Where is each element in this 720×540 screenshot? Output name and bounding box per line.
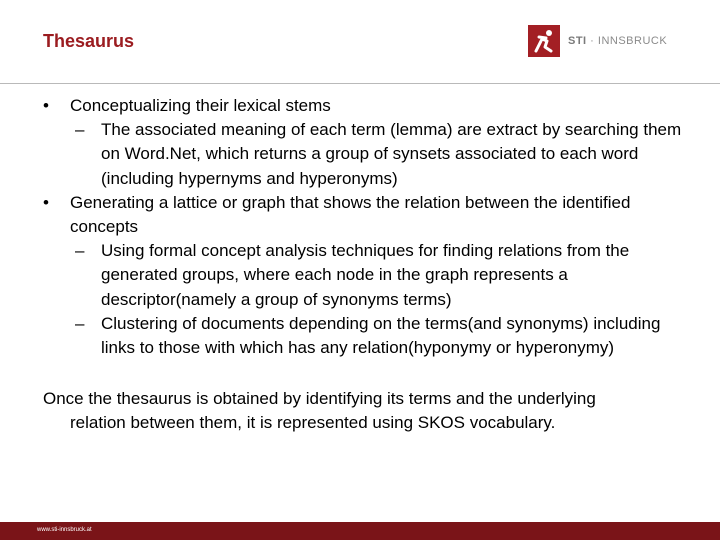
sub-bullet-item — [0, 239, 720, 312]
summary-paragraph: Once the thesaurus is obtained by identifying its terms and the underlying relation between them, it is represented using SKOS vocabulary. — [43, 389, 596, 433]
logo-place: INNSBRUCK — [597, 35, 668, 47]
bullet-item — [0, 94, 720, 118]
slide-body — [0, 94, 720, 436]
footer-bar — [0, 522, 720, 540]
bullet-text: Generating a lattice or graph that shows the relation between the identified concepts — [70, 192, 631, 237]
bullet-marker: • — [43, 192, 49, 212]
logo-separator: · — [586, 35, 598, 47]
sub-bullet-text: Clustering of documents depending on the terms(and synonyms) including links to those with which has any relation(hyponymy or hyperonymy) — [101, 313, 661, 358]
bullet-item — [0, 191, 720, 239]
logo-wordmark — [568, 35, 667, 47]
bullet-text: Conceptualizing their lexical stems — [70, 96, 331, 115]
sub-bullet-text: Using formal concept analysis techniques for finding relations from the generated groups, where each node in the graph represents a descriptor(namely a group of synonyms terms) — [101, 241, 630, 309]
slide-title: Thesaurus — [43, 31, 135, 51]
footer-url: www.sti-innsbruck.at — [37, 527, 92, 533]
sub-bullet-marker: – — [75, 313, 85, 333]
sub-bullet-text: The associated meaning of each term (lemma) are extract by searching them on Word.Net, which returns a group of synsets associated to each word (including hypernyms and hyperonyms) — [101, 120, 682, 188]
sub-bullet-marker: – — [75, 241, 85, 261]
sub-bullet-marker: – — [75, 120, 85, 140]
sub-bullet-item — [0, 118, 720, 191]
logo-mark-icon — [528, 25, 560, 57]
logo-brand: STI — [568, 35, 587, 47]
header-divider — [0, 83, 720, 84]
sub-bullet-item — [0, 312, 720, 360]
sti-innsbruck-logo — [528, 25, 678, 61]
bullet-marker: • — [43, 96, 49, 115]
